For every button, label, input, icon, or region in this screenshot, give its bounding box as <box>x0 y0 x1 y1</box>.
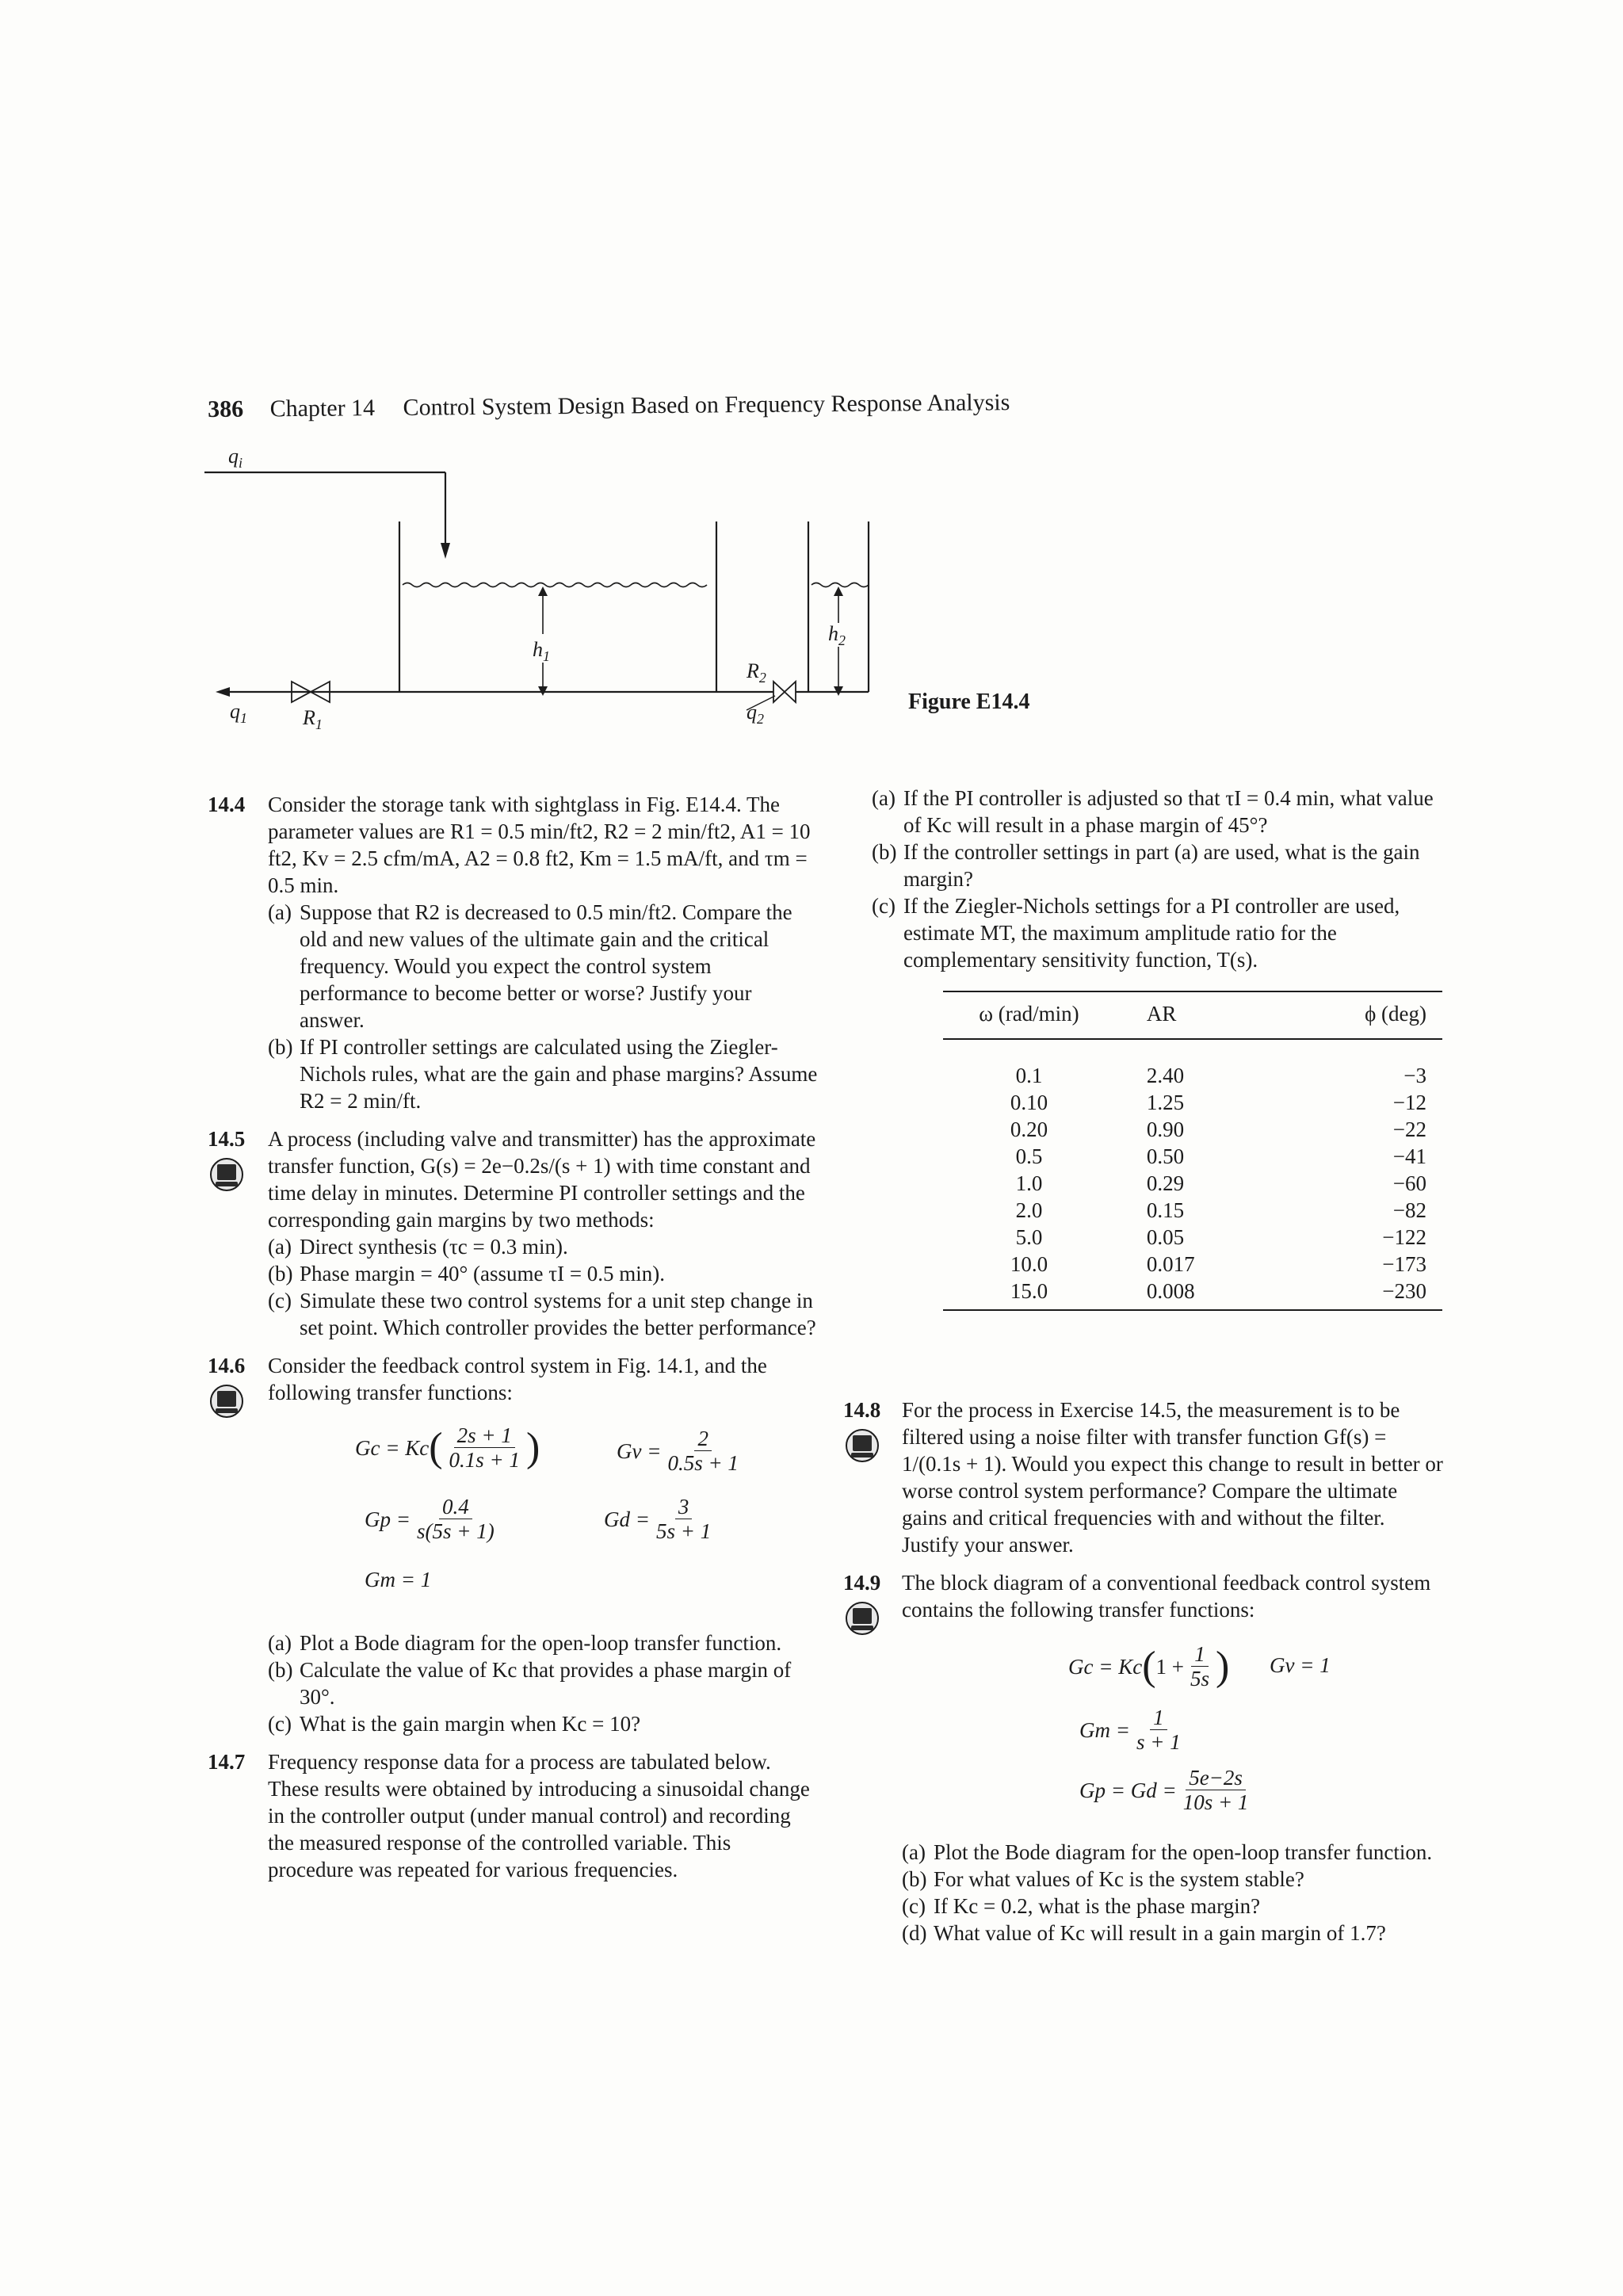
figure-e14-4 <box>200 444 913 737</box>
problem-text: For the process in Exercise 14.5, the measurement is to be filtered using a noise filter with transfer function Gf(s) = 1/(0.1s + 1). Would you expect this change to result in better or worse control system performance? Compare the ultimate gains and critical frequencies with and without the filter. Justify your answer. <box>902 1398 1443 1557</box>
h2-arrow-up <box>834 586 843 596</box>
problem-intro: Consider the feedback control system in Fig. 14.1, and the following transfer functions: <box>268 1354 767 1404</box>
label-qi: $q_i$ <box>228 445 243 471</box>
part-c: If Kc = 0.2, what is the phase margin? <box>934 1894 1261 1918</box>
label-r2: $R_2$ <box>747 659 766 686</box>
right-column-lower <box>843 1396 1445 1958</box>
table-header: ϕ (deg) <box>1301 991 1442 1039</box>
table-cell: 5.0 <box>1015 1225 1043 1249</box>
valve-r2 <box>773 682 796 702</box>
eq-gv: Gv = 1 <box>1270 1653 1331 1677</box>
part-b: If the controller settings in part (a) are used, what is the gain margin? <box>903 840 1420 891</box>
problem-intro: A process (including valve and transmitter) has the approximate transfer function, G(s) = 2e−0.2s/(s + 1) with time constant and time delay in minutes. Determine PI controller settings and the corresponding gain margins by two methods: <box>268 1127 816 1232</box>
inlet-arrow <box>441 543 450 559</box>
problem-14-9: 14.9 The block diagram of a conventional feedback control system contains the following transfer functions: Gc = Kc ( 1 + $\frac{1}{5s}$ ) Gv = 1 Gm = $\frac{1}{s + 1}$ Gp = Gd = $\frac{5e-2s}{10s + 1}$ (a) Plot the Bode diagram for the open-loop transfer function. (b) For what values of Kc is the system stable? (c) If Kc = 0.2, what is the phase margin? (d) What value of Kc will result in a gain margin of 1.7? <box>843 1569 1445 1946</box>
part-a: Plot a Bode diagram for the open-loop transfer function. <box>300 1631 782 1655</box>
problem-14-4: 14.4 Consider the storage tank with sightglass in Fig. E14.4. The parameter values are R1 = 0.5 min/ft2, R2 = 2 min/ft2, A1 = 10 ft2, Kv = 2.5 cfm/mA, A2 = 0.8 ft2, Km = 1.5 mA/ft, and τm = 0.5 min. (a) Suppose that R2 is decreased to 0.5 min/ft2. Compare the old and new values of the ultimate gain and the critical frequency. Would you expect the control system performance to become better or worse? Justify your answer. (b) If PI controller settings are calculated using the Ziegler-Nichols rules, what are the gain and phase margins? Assume R2 = 2 min/ft. <box>208 793 818 1113</box>
table-cell: −41 <box>1392 1144 1426 1168</box>
part-a: Plot the Bode diagram for the open-loop transfer function. <box>934 1840 1433 1864</box>
left-column <box>208 791 818 1894</box>
table-row <box>943 1143 1442 1170</box>
eq-gm: Gm = 1 <box>365 1568 432 1591</box>
label-h2: $h_2$ <box>828 622 846 648</box>
computer-icon <box>209 1384 244 1419</box>
table-cell: 0.50 <box>1146 1144 1185 1168</box>
table-cell: 2.40 <box>1146 1064 1185 1087</box>
problem-number: 14.6 <box>208 1354 246 1377</box>
label-q1: $q_1$ <box>230 700 247 726</box>
problem-number: 14.9 <box>843 1571 881 1595</box>
figure-caption: Figure E14.4 <box>908 690 1030 714</box>
chapter-label: Chapter 14 <box>269 395 376 422</box>
part-b: Phase margin = 40° (assume τI = 0.5 min). <box>300 1262 666 1286</box>
sightglass-water-surface <box>812 583 869 587</box>
table-cell: 15.0 <box>943 1278 1115 1310</box>
table-cell: 0.017 <box>1146 1252 1195 1276</box>
table-cell: −82 <box>1392 1198 1426 1222</box>
table-row <box>943 1278 1442 1310</box>
table-row <box>943 1089 1442 1116</box>
part-c: Simulate these two control systems for a unit step change in set point. Which controller provides the better performance? <box>300 1289 816 1339</box>
part-c: If the Ziegler-Nichols settings for a PI controller are used, estimate MT, the maximum amplitude ratio for the complementary sensitivity function, T(s). <box>903 894 1400 972</box>
table-row <box>943 1170 1442 1197</box>
eq-gv: Gv = $\frac{2}{0.5s + 1}$ <box>617 1427 739 1475</box>
table-row <box>943 1116 1442 1143</box>
computer-icon <box>845 1428 880 1463</box>
table-row <box>943 1197 1442 1224</box>
table-cell: 0.008 <box>1115 1278 1301 1310</box>
frequency-response-table <box>943 991 1442 1311</box>
table-cell: −12 <box>1392 1091 1426 1114</box>
problem-intro: Consider the storage tank with sightglass in Fig. E14.4. The parameter values are R1 = 0.5 min/ft2, R2 = 2 min/ft2, A1 = 10 ft2, Kv = 2.5 cfm/mA, A2 = 0.8 ft2, Km = 1.5 mA/ft, and τm = 0.5 min. <box>268 793 811 897</box>
table-cell: 0.90 <box>1146 1117 1185 1141</box>
table-cell: 0.29 <box>1146 1171 1185 1195</box>
chapter-title: Control System Design Based on Frequency Response Analysis <box>403 389 1010 421</box>
table-row <box>943 1039 1442 1089</box>
eq-gd: Gd = $\frac{3}{5s + 1}$ <box>604 1495 712 1543</box>
right-column <box>872 785 1442 1311</box>
eq-gp: Gp = $\frac{0.4}{s(5s + 1)}$ <box>365 1495 495 1543</box>
label-h1: $h_1$ <box>533 638 550 664</box>
part-a: If the PI controller is adjusted so that τI = 0.4 min, what value of Kc will result in a phase margin of 45°? <box>903 786 1434 837</box>
problem-14-7-parts: (a) If the PI controller is adjusted so that τI = 0.4 min, what value of Kc will result in a phase margin of 45°? (b) If the controller settings in part (a) are used, what is the gain margin? (c) If the Ziegler-Nichols settings for a PI controller are used, estimate MT, the maximum amplitude ratio for the complementary sensitivity function, T(s). <box>872 785 1442 973</box>
computer-icon <box>845 1601 880 1636</box>
problem-14-6: 14.6 Consider the feedback control system in Fig. 14.1, and the following transfer functions: Gc = Kc ( $\frac{2s + 1}{0.1s + 1}$ ) Gv = $\frac{2}{0.5s + 1}$ Gp = $\frac{0.4}{s(5s + 1)}$ Gd = $\frac{3}{5s + 1}$ Gm = 1 (a) Plot a Bode diagram for the open-loop transfer function. (b) Calculate the value of Kc that provides a phase margin of 30°. (c) What is the gain margin when Kc = 10? <box>208 1352 818 1737</box>
transfer-functions-14-6 <box>268 1417 818 1615</box>
table-cell: 0.10 <box>1010 1091 1048 1114</box>
table-row <box>943 1251 1442 1278</box>
part-a: Suppose that R2 is decreased to 0.5 min/ft2. Compare the old and new values of the ultimate gain and the critical frequency. Would you expect the control system performance to become better or worse? Justify your answer. <box>300 900 792 1032</box>
table-cell: 1.25 <box>1146 1091 1185 1114</box>
problem-number: 14.7 <box>208 1750 246 1774</box>
label-q2: $q_2$ <box>747 701 764 727</box>
problem-14-7 <box>208 1748 818 1883</box>
problem-14-8 <box>843 1396 1445 1558</box>
table-cell: 0.05 <box>1146 1225 1185 1249</box>
eq-gc: Gc = Kc ( $\frac{2s + 1}{0.1s + 1}$ ) <box>355 1423 540 1472</box>
table-cell: 1.0 <box>1015 1171 1043 1195</box>
outlet-arrow <box>216 687 230 697</box>
problem-number: 14.4 <box>208 793 246 816</box>
part-c: What is the gain margin when Kc = 10? <box>300 1712 641 1736</box>
table-cell: 10.0 <box>1010 1252 1048 1276</box>
tank1-water-surface <box>403 583 707 587</box>
table-cell: −122 <box>1382 1225 1426 1249</box>
h1-arrow-up <box>538 586 548 596</box>
table-header: AR <box>1115 991 1301 1039</box>
running-header <box>208 389 1010 423</box>
part-d: What value of Kc will result in a gain margin of 1.7? <box>934 1921 1386 1945</box>
table-cell: −22 <box>1392 1117 1426 1141</box>
table-cell: 0.20 <box>1010 1117 1048 1141</box>
table-cell: −173 <box>1382 1252 1426 1276</box>
problem-intro: Frequency response data for a process are tabulated below. These results were obtained by introducing a sinusoidal change in the controller output (under manual control) and recording the measured response of the controlled variable. This procedure was repeated for various frequencies. <box>268 1750 810 1881</box>
table-cell: −3 <box>1403 1064 1426 1087</box>
table-cell: 0.1 <box>1015 1064 1043 1087</box>
table-cell: −60 <box>1392 1171 1426 1195</box>
part-a: Direct synthesis (τc = 0.3 min). <box>300 1235 568 1259</box>
table-cell: 0.15 <box>1146 1198 1185 1222</box>
part-b: Calculate the value of Kc that provides a phase margin of 30°. <box>300 1658 792 1709</box>
part-b: If PI controller settings are calculated using the Ziegler-Nichols rules, what are the gain and phase margins? Assume R2 = 2 min/ft. <box>300 1035 818 1113</box>
problem-14-5: 14.5 A process (including valve and transmitter) has the approximate transfer function, G(s) = 2e−0.2s/(s + 1) with time constant and time delay in minutes. Determine PI controller settings and the corresponding gain margins by two methods: (a) Direct synthesis (τc = 0.3 min). (b) Phase margin = 40° (assume τI = 0.5 min). (c) Simulate these two control systems for a unit step change in set point. Which controller provides the better performance? <box>208 1125 818 1341</box>
page-number: 386 <box>208 395 244 422</box>
table-header: ω (rad/min) <box>943 991 1115 1039</box>
table-row <box>943 1224 1442 1251</box>
computer-icon <box>209 1157 244 1192</box>
eq-gm: Gm = $\frac{1}{s + 1}$ <box>1079 1706 1181 1754</box>
problem-number: 14.8 <box>843 1398 881 1422</box>
label-r1: $R_1$ <box>303 706 323 732</box>
eq-gc: Gc = Kc ( 1 + $\frac{1}{5s}$ ) <box>1068 1642 1230 1690</box>
table-cell: 2.0 <box>1015 1198 1043 1222</box>
table-cell: −230 <box>1301 1278 1442 1310</box>
problem-intro: The block diagram of a conventional feedback control system contains the following transfer functions: <box>902 1571 1431 1622</box>
transfer-functions-14-9 <box>902 1634 1445 1824</box>
problem-number: 14.5 <box>208 1127 246 1151</box>
eq-gp-gd: Gp = Gd = $\frac{5e-2s}{10s + 1}$ <box>1079 1766 1249 1814</box>
part-b: For what values of Kc is the system stable? <box>934 1867 1304 1891</box>
table-cell: 0.5 <box>1015 1144 1043 1168</box>
